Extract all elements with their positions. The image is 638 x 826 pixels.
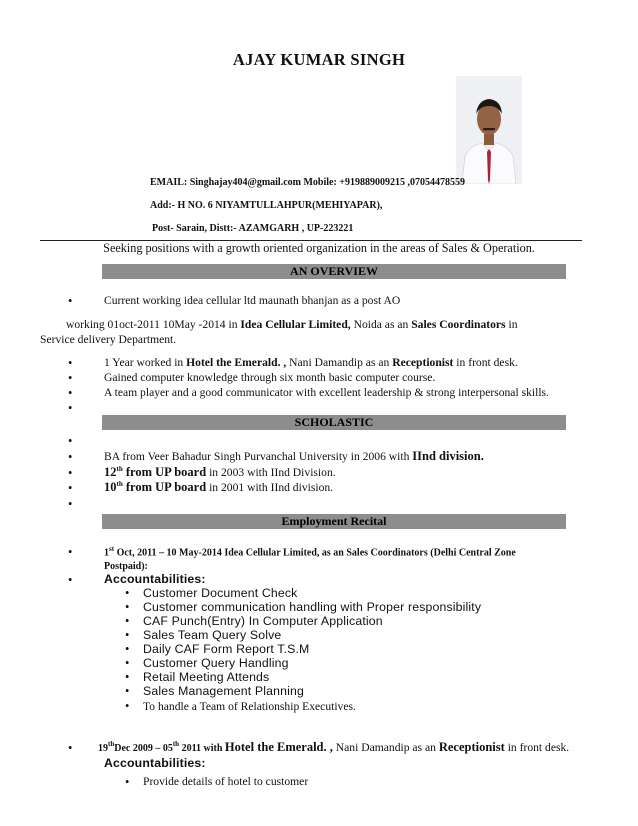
overview-item-teamplayer: A team player and a good communicator with excellent leadership & strong interpersonal skills. bbox=[104, 386, 549, 399]
scholastic-12th: 12th from UP board in 2003 with IInd Division. bbox=[104, 465, 336, 479]
job2-title: 19thDec 2009 – 05th 2011 with Hotel the Emerald. , Nani Damandip as an Receptionist in front desk. bbox=[98, 740, 570, 754]
overview-work-paragraph: working 01oct-2011 10May -2014 in Idea Cellular Limited, Noida as an Sales Coordinators in bbox=[66, 318, 518, 331]
bullet-icon: • bbox=[68, 497, 73, 511]
job1-duty: Sales Team Query Solve bbox=[143, 628, 282, 642]
overview-item-computer: Gained computer knowledge through six month basic computer course. bbox=[104, 371, 436, 384]
job1-duty: Customer Query Handling bbox=[143, 656, 289, 670]
overview-work-paragraph-line2: Service delivery Department. bbox=[40, 333, 177, 346]
bullet-icon: • bbox=[68, 466, 73, 480]
bullet-icon: • bbox=[125, 586, 130, 600]
scholastic-10th: 10th from UP board in 2001 with IInd division. bbox=[104, 480, 334, 494]
scholastic-ba: BA from Veer Bahadur Singh Purvanchal University in 2006 with IInd division. bbox=[104, 449, 484, 463]
bullet-icon: • bbox=[68, 371, 73, 385]
bullet-icon: • bbox=[125, 614, 130, 628]
bullet-icon: • bbox=[125, 670, 130, 684]
job1-duty: Retail Meeting Attends bbox=[143, 670, 270, 684]
bullet-icon: • bbox=[68, 434, 73, 448]
person-photo-icon bbox=[456, 76, 522, 184]
candidate-name: AJAY KUMAR SINGH bbox=[232, 50, 406, 69]
contact-post: Post- Sarain, Distt:- AZAMGARH , UP-223221 bbox=[152, 223, 354, 234]
job1-accountabilities-label: Accountabilities: bbox=[104, 572, 206, 586]
bullet-icon: • bbox=[68, 481, 73, 495]
job1-duty: Sales Management Planning bbox=[143, 684, 304, 698]
section-heading-employment: Employment Recital bbox=[102, 514, 566, 529]
contact-address: Add:- H NO. 6 NIYAMTULLAHPUR(MEHIYAPAR), bbox=[150, 200, 383, 211]
job1-title-line1: 1st Oct, 2011 – 10 May-2014 Idea Cellular Limited, as an Sales Coordinators (Delhi Central Zone bbox=[104, 545, 516, 559]
job1-duty: Daily CAF Form Report T.S.M bbox=[143, 642, 310, 656]
job1-duty: To handle a Team of Relationship Executives. bbox=[143, 700, 356, 713]
overview-item-current-job: Current working idea cellular ltd maunath bhanjan as a post AO bbox=[104, 294, 401, 307]
bullet-icon: • bbox=[125, 600, 130, 614]
bullet-icon: • bbox=[68, 741, 73, 755]
section-heading-overview: AN OVERVIEW bbox=[102, 264, 566, 279]
bullet-icon: • bbox=[125, 684, 130, 698]
bullet-icon: • bbox=[68, 545, 73, 559]
section-heading-scholastic: SCHOLASTIC bbox=[102, 415, 566, 430]
objective-text: Seeking positions with a growth oriented organization in the areas of Sales & Operation. bbox=[103, 241, 535, 255]
bullet-icon: • bbox=[125, 642, 130, 656]
profile-photo bbox=[456, 76, 522, 184]
bullet-icon: • bbox=[68, 294, 73, 308]
bullet-icon: • bbox=[68, 450, 73, 464]
bullet-icon: • bbox=[125, 699, 130, 713]
job2-duty: Provide details of hotel to customer bbox=[143, 775, 309, 788]
bullet-icon: • bbox=[68, 386, 73, 400]
job1-duty: CAF Punch(Entry) In Computer Application bbox=[143, 614, 383, 628]
bullet-icon: • bbox=[125, 775, 130, 789]
job1-title-line2: Postpaid): bbox=[104, 561, 148, 572]
bullet-icon: • bbox=[68, 573, 73, 587]
job2-accountabilities-label: Accountabilities: bbox=[104, 756, 206, 770]
overview-item-hotel: 1 Year worked in Hotel the Emerald. , Nani Damandip as an Receptionist in front desk. bbox=[104, 356, 518, 369]
contact-email-mobile: EMAIL: Singhajay404@gmail.com Mobile: +919889009215 ,07054478559 bbox=[150, 177, 465, 188]
bullet-icon: • bbox=[68, 356, 73, 370]
bullet-icon: • bbox=[125, 628, 130, 642]
bullet-icon: • bbox=[125, 656, 130, 670]
job1-duty: Customer communication handling with Proper responsibility bbox=[143, 600, 482, 614]
bullet-icon: • bbox=[68, 401, 73, 415]
job1-duty: Customer Document Check bbox=[143, 586, 298, 600]
